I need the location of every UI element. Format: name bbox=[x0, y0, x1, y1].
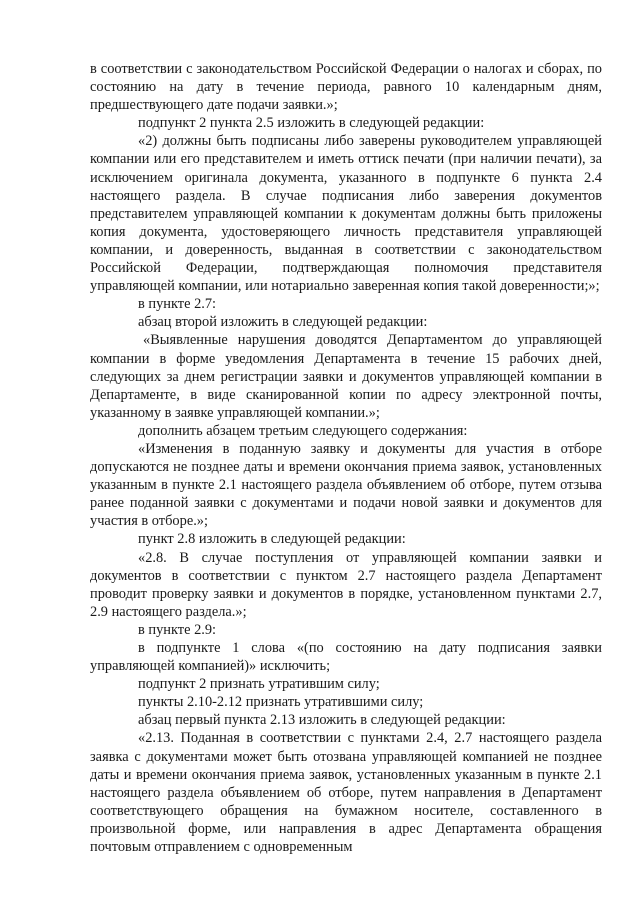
paragraph-subpoint-2-void: подпункт 2 признать утратившим силу; bbox=[138, 676, 380, 693]
paragraph-subpoint-1-words: в подпункте 1 слова «(по состоянию на дату подписания заявки управляющей компанией)» исключить; bbox=[90, 640, 602, 675]
paragraph-point-2-13-text: «2.13. Поданная в соответствии с пунктами 2.4, 2.7 настоящего раздела заявка с документами может быть отозвана управляющей компанией не позднее даты и времени окончания приема заявок, установленных указанным в пункте 2.1 настоящего раздела объявлением об отборе, путем направления в Департамент соответствующего обращения на бумажном носителе, составленного в произвольной форме, или направления в адрес Департамента обращения почтовым отправлением с одновременным bbox=[90, 730, 602, 856]
paragraph-amendment-2-13: абзац первый пункта 2.13 изложить в следующей редакции: bbox=[138, 712, 506, 729]
paragraph-point-2-8-text: «2.8. В случае поступления от управляющей компании заявки и документов в соответствии с пунктом 2.7 настоящего раздела Департамент проводит проверку заявки и документов в порядке, установленном пунктами 2.7, 2.9 настоящего раздела.»; bbox=[90, 549, 602, 620]
paragraph-second-abzac: абзац второй изложить в следующей редакции: bbox=[138, 314, 428, 331]
paragraph-add-third-abzac: дополнить абзацем третьим следующего содержания: bbox=[138, 422, 468, 439]
paragraph-point-2-9: в пункте 2.9: bbox=[138, 621, 217, 638]
paragraph-point-2-7: в пункте 2.7: bbox=[138, 296, 217, 313]
document-page bbox=[90, 60, 602, 856]
paragraph-amendment-2-8: пункт 2.8 изложить в следующей редакции: bbox=[138, 531, 406, 548]
paragraph-points-void: пункты 2.10-2.12 признать утратившими силу; bbox=[138, 694, 424, 711]
paragraph-continuation: в соответствии с законодательством Российской Федерации о налогах и сборах, по состоянию на дату в течение периода, равного 10 календарным дням, предшествующего дате подачи заявки.»; bbox=[90, 61, 602, 114]
paragraph-subpoint-2-text: «2) должны быть подписаны либо заверены руководителем управляющей компании или его представителем и иметь оттиск печати (при наличии печати), за исключением оригинала документа, указанного в подпункте 6 пункта 2.4 настоящего раздела. В случае подписания либо заверения документов представителем управляющей компании к документам должны быть приложены копия документа, удостоверяющего личность представителя управляющей компании, и доверенность, выданная в соответствии с законодательством Российской Федерации, подтверждающая полномочия представителя управляющей компании, или нотариально заверенная копия такой доверенности;»; bbox=[90, 133, 602, 295]
paragraph-changes-text: «Изменения в поданную заявку и документы для участия в отборе допускаются не позднее даты и времени окончания приема заявок, установленных указанным в пункте 2.1 настоящего раздела объявлением об отборе, путем отзыва ранее поданной заявки с документами и подачи новой заявки и документов для участия в отборе.»; bbox=[90, 440, 602, 530]
paragraph-violations-text: «Выявленные нарушения доводятся Департаментом до управляющей компании в форме уведомления Департамента в течение 15 рабочих дней, следующих за днем регистрации заявки и документов управляющей компании в Департаменте, в виде сканированной копии по адресу электронной почты, указанному в заявке управляющей компании.»; bbox=[90, 332, 602, 421]
paragraph-amendment-2-5: подпункт 2 пункта 2.5 изложить в следующей редакции: bbox=[138, 115, 485, 132]
